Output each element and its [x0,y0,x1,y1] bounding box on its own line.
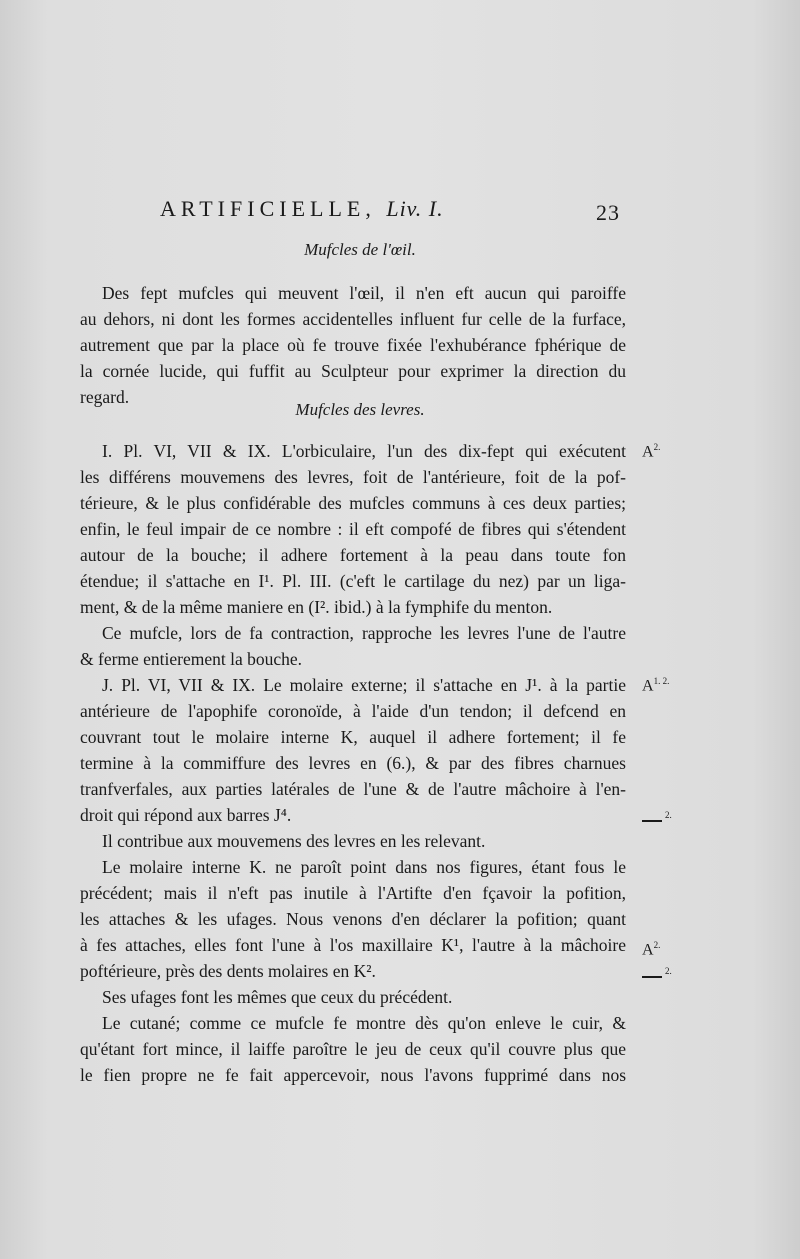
text-line: précédent; mais il n'eft pas inutile à l'Artifte d'en fçavoir la pofition, [80,883,626,903]
page-number: 23 [596,200,620,225]
text-line: antérieure de l'apophife coronoïde, à l'aide d'un tendon; il defcend en [80,701,626,721]
text-line: le fien propre ne fe fait appercevoir, nous l'avons fupprimé dans nos [80,1065,626,1085]
text-line: regard. [80,387,130,407]
margin-note [642,966,672,985]
text-line: Il contribue aux mouvemens des levres en les relevant. [102,831,486,851]
text-line: les différens mouvemens des levres, foit de l'antérieure, foit de la pof- [80,467,626,487]
margin-note-sup: 2. [653,940,661,950]
book-reference: Liv. I. [386,196,444,221]
running-header [160,196,630,222]
text-line: Ses ufages font les mêmes que ceux du précédent. [102,987,453,1007]
text-line: Ce mufcle, lors de fa contraction, rapproche les levres l'une de l'autre [102,623,626,643]
text-line: autrement que par la place où fe trouve fixée l'exhubérance fphérique de [80,335,626,355]
margin-note-letter: A [642,941,654,959]
text-line: Le molaire interne K. ne paroît point dans nos figures, étant fous le [102,857,626,877]
text-line: autour de la bouche; il adhere fortement à la peau dans toute fon [80,545,626,565]
section-heading-eye-muscles: Mufcles de l'œil. [304,240,416,259]
margin-note-letter: A [642,443,654,461]
margin-note-sup: 1. 2. [653,676,670,686]
text-line: I. Pl. VI, VII & IX. L'orbiculaire, l'un des dix-fept qui exécutent [102,441,626,461]
running-title: ARTIFICIELLE, [160,196,376,221]
text-line: & ferme entierement la bouche. [80,649,303,669]
dash-mark [642,820,662,822]
text-line: poftérieure, près des dents molaires en K². [80,961,376,981]
margin-note [642,940,660,959]
margin-note-letter: A [642,677,654,695]
text-line: termine à la commiffure des levres en (6.), & par des fibres charnues [80,753,626,773]
margin-note-sup: 2. [665,966,672,976]
section-heading-lip-muscles: Mufcles des levres. [295,400,425,419]
text-line: Des fept mufcles qui meuvent l'œil, il n'en eft aucun qui paroiffe [102,283,626,303]
text-line: enfin, le feul impair de ce nombre : il eft compofé de fibres qui s'étendent [80,519,626,539]
margin-note [642,810,672,829]
text-line: térieure, & le plus confidérable des mufcles communs à ces deux parties; [80,493,626,513]
text-line: qu'étant fort mince, il laiffe paroître le jeu de ceux qu'il couvre plus que [80,1039,626,1059]
text-line: la cornée lucide, qui fuffit au Sculpteur pour exprimer la direction du [80,361,626,381]
text-line: les attaches & les ufages. Nous venons d'en déclarer la pofition; quant [80,909,626,929]
margin-note-sup: 2. [653,442,661,452]
text-line: J. Pl. VI, VII & IX. Le molaire externe; il s'attache en J¹. à la partie [102,675,626,695]
text-line: droit qui répond aux barres J⁴. [80,805,292,825]
text-line: ment, & de la même maniere en (I². ibid.) à la fymphife du menton. [80,597,553,617]
text-line: à fes attaches, elles font l'une à l'os maxillaire K¹, l'autre à la mâchoire [80,935,626,955]
text-line: tranfverfales, aux parties latérales de l'une & de l'autre mâchoire à l'en- [80,779,626,799]
text-line: couvrant tout le molaire interne K, auquel il adhere fortement; il fe [80,727,626,747]
margin-note [642,676,669,695]
section-lip-muscles-text [80,438,626,1088]
margin-note [642,442,660,461]
section-eye-muscles-text [80,280,626,410]
margin-note-sup: 2. [665,810,672,820]
text-line: au dehors, ni dont les formes accidentelles influent fur celle de la furface, [80,309,626,329]
text-line: Le cutané; comme ce mufcle fe montre dès qu'on enleve le cuir, & [102,1013,626,1033]
text-line: étendue; il s'attache en I¹. Pl. III. (c'eft le cartilage du nez) par un liga- [80,571,626,591]
dash-mark [642,976,662,978]
